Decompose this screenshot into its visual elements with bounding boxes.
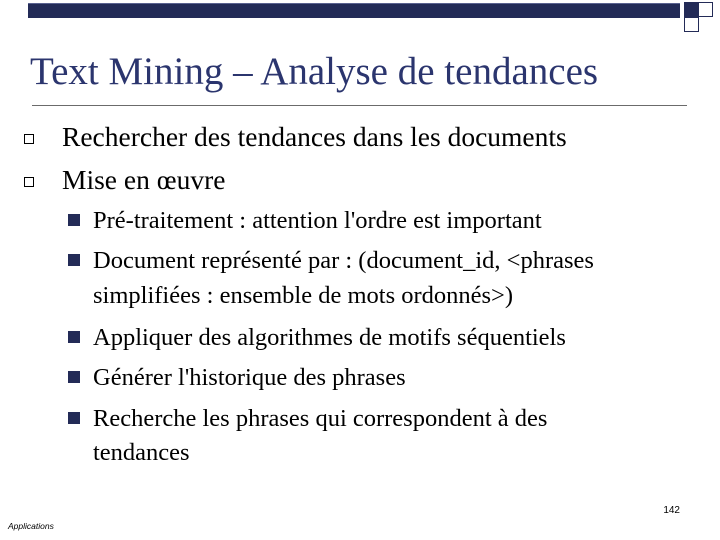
sub-bullet-text: Pré-traitement : attention l'ordre est important (93, 207, 542, 234)
corner-square (684, 17, 699, 32)
sub-bullet-text: Document représenté par : (document_id, <phrases (93, 247, 594, 274)
corner-square (684, 2, 699, 17)
bullet-text: Rechercher des tendances dans les documents (62, 121, 567, 152)
filled-square-bullet-icon (68, 331, 80, 343)
hollow-square-bullet-icon (24, 177, 34, 187)
corner-square (698, 2, 713, 17)
header-bar (28, 3, 680, 18)
sub-bullet-text-continued: tendances (93, 439, 190, 466)
filled-square-bullet-icon (68, 371, 80, 383)
filled-square-bullet-icon (68, 214, 80, 226)
bullet-text: Mise en œuvre (62, 164, 226, 195)
slide-title: Text Mining – Analyse de tendances (30, 50, 599, 93)
page-number: 142 (663, 505, 680, 516)
filled-square-bullet-icon (68, 412, 80, 424)
sub-bullet-text: Appliquer des algorithmes de motifs séquentiels (93, 324, 566, 351)
filled-square-bullet-icon (68, 254, 80, 266)
footer-label: Applications (8, 521, 54, 531)
hollow-square-bullet-icon (24, 134, 34, 144)
sub-bullet-text: Recherche les phrases qui correspondent à des (93, 405, 548, 432)
sub-bullet-text-continued: simplifiées : ensemble de mots ordonnés>) (93, 282, 514, 309)
title-divider (32, 105, 687, 106)
sub-bullet-text: Générer l'historique des phrases (93, 364, 406, 391)
